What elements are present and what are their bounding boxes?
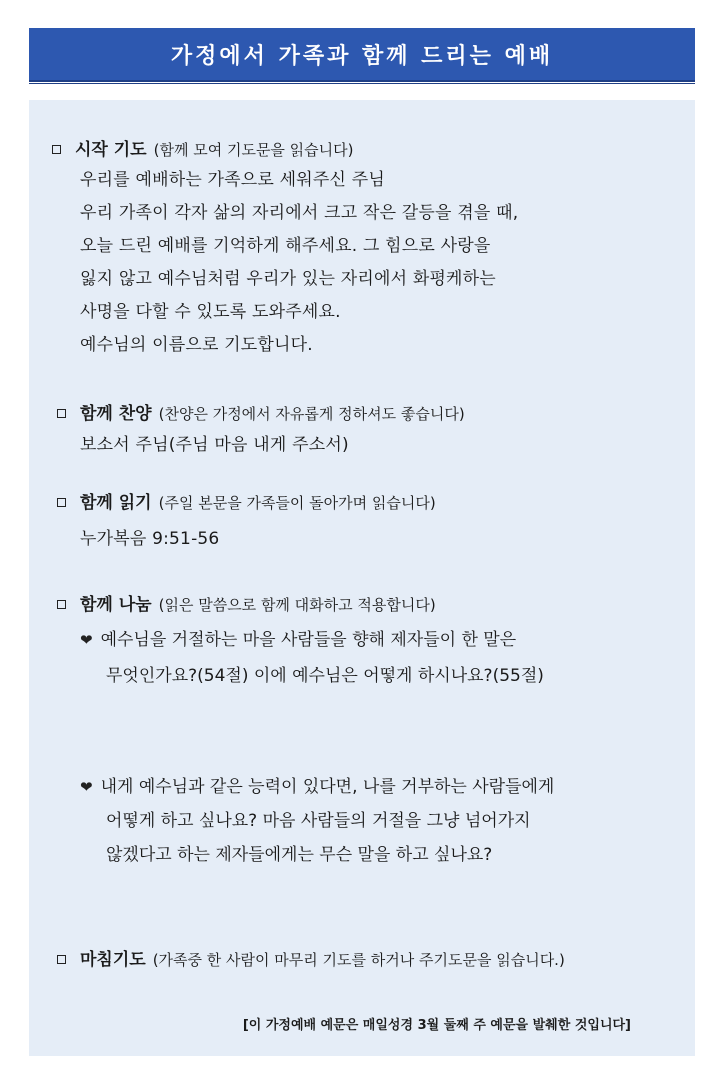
checkbox-square-icon (57, 498, 66, 507)
prayer-line: 잃지 않고 예수님처럼 우리가 있는 자리에서 화평케하는 (80, 269, 496, 289)
section-note: (함께 모여 기도문을 읽습니다) (153, 141, 354, 159)
section-title: 마침기도 (80, 950, 146, 970)
section-opening-prayer (52, 135, 354, 160)
heart-icon: ❤ (80, 631, 93, 649)
prayer-line: 사명을 다할 수 있도록 도와주세요. (80, 302, 341, 322)
hymn-line: 보소서 주님(주님 마음 내게 주소서) (80, 435, 349, 455)
checkbox-square-icon (52, 145, 61, 154)
section-closing-prayer (52, 945, 565, 970)
question-line: 않겠다고 하는 제자들에게는 무슨 말을 하고 싶나요? (106, 845, 493, 865)
section-title: 함께 찬양 (80, 404, 152, 424)
question-line: 무엇인가요?(54절) 이에 예수님은 어떻게 하시나요?(55절) (106, 666, 544, 686)
section-praise (52, 399, 465, 424)
prayer-line: 우리 가족이 각자 삶의 자리에서 크고 작은 갈등을 겪을 때, (80, 203, 519, 223)
question-line: 예수님을 거절하는 마을 사람들을 향해 제자들이 한 말은 (100, 630, 517, 650)
checkbox-square-icon (57, 409, 66, 418)
section-note: (주일 본문을 가족들이 돌아가며 읽습니다) (158, 494, 436, 512)
question-line: 어떻게 하고 싶나요? 마음 사람들의 거절을 그냥 넘어가지 (106, 811, 531, 831)
question-item (80, 625, 516, 650)
source-footnote: [이 가정예배 예문은 매일성경 3월 둘째 주 예문을 발췌한 것입니다] (242, 1018, 631, 1033)
prayer-line: 우리를 예배하는 가족으로 세워주신 주님 (80, 170, 385, 190)
section-sharing (52, 590, 436, 615)
section-note: (읽은 말씀으로 함께 대화하고 적용합니다) (158, 596, 436, 614)
scripture-reference: 누가복음 9:51-56 (80, 529, 220, 549)
section-title: 시작 기도 (75, 140, 147, 160)
checkbox-square-icon (57, 955, 66, 964)
prayer-line: 오늘 드린 예배를 기억하게 해주세요. 그 힘으로 사랑을 (80, 236, 491, 256)
header-divider (29, 83, 695, 84)
heart-icon: ❤ (80, 778, 93, 796)
section-note: (찬양은 가정에서 자유롭게 정하셔도 좋습니다) (158, 405, 465, 423)
page-title: 가정에서 가족과 함께 드리는 예배 (29, 28, 695, 82)
prayer-line: 예수님의 이름으로 기도합니다. (80, 335, 313, 355)
section-title: 함께 읽기 (80, 493, 152, 513)
section-title: 함께 나눔 (80, 595, 152, 615)
checkbox-square-icon (57, 600, 66, 609)
section-note: (가족중 한 사람이 마무리 기도를 하거나 주기도문을 읽습니다.) (152, 951, 565, 969)
section-reading (52, 488, 436, 513)
question-line: 내게 예수님과 같은 능력이 있다면, 나를 거부하는 사람들에게 (100, 777, 555, 797)
question-item (80, 772, 554, 797)
